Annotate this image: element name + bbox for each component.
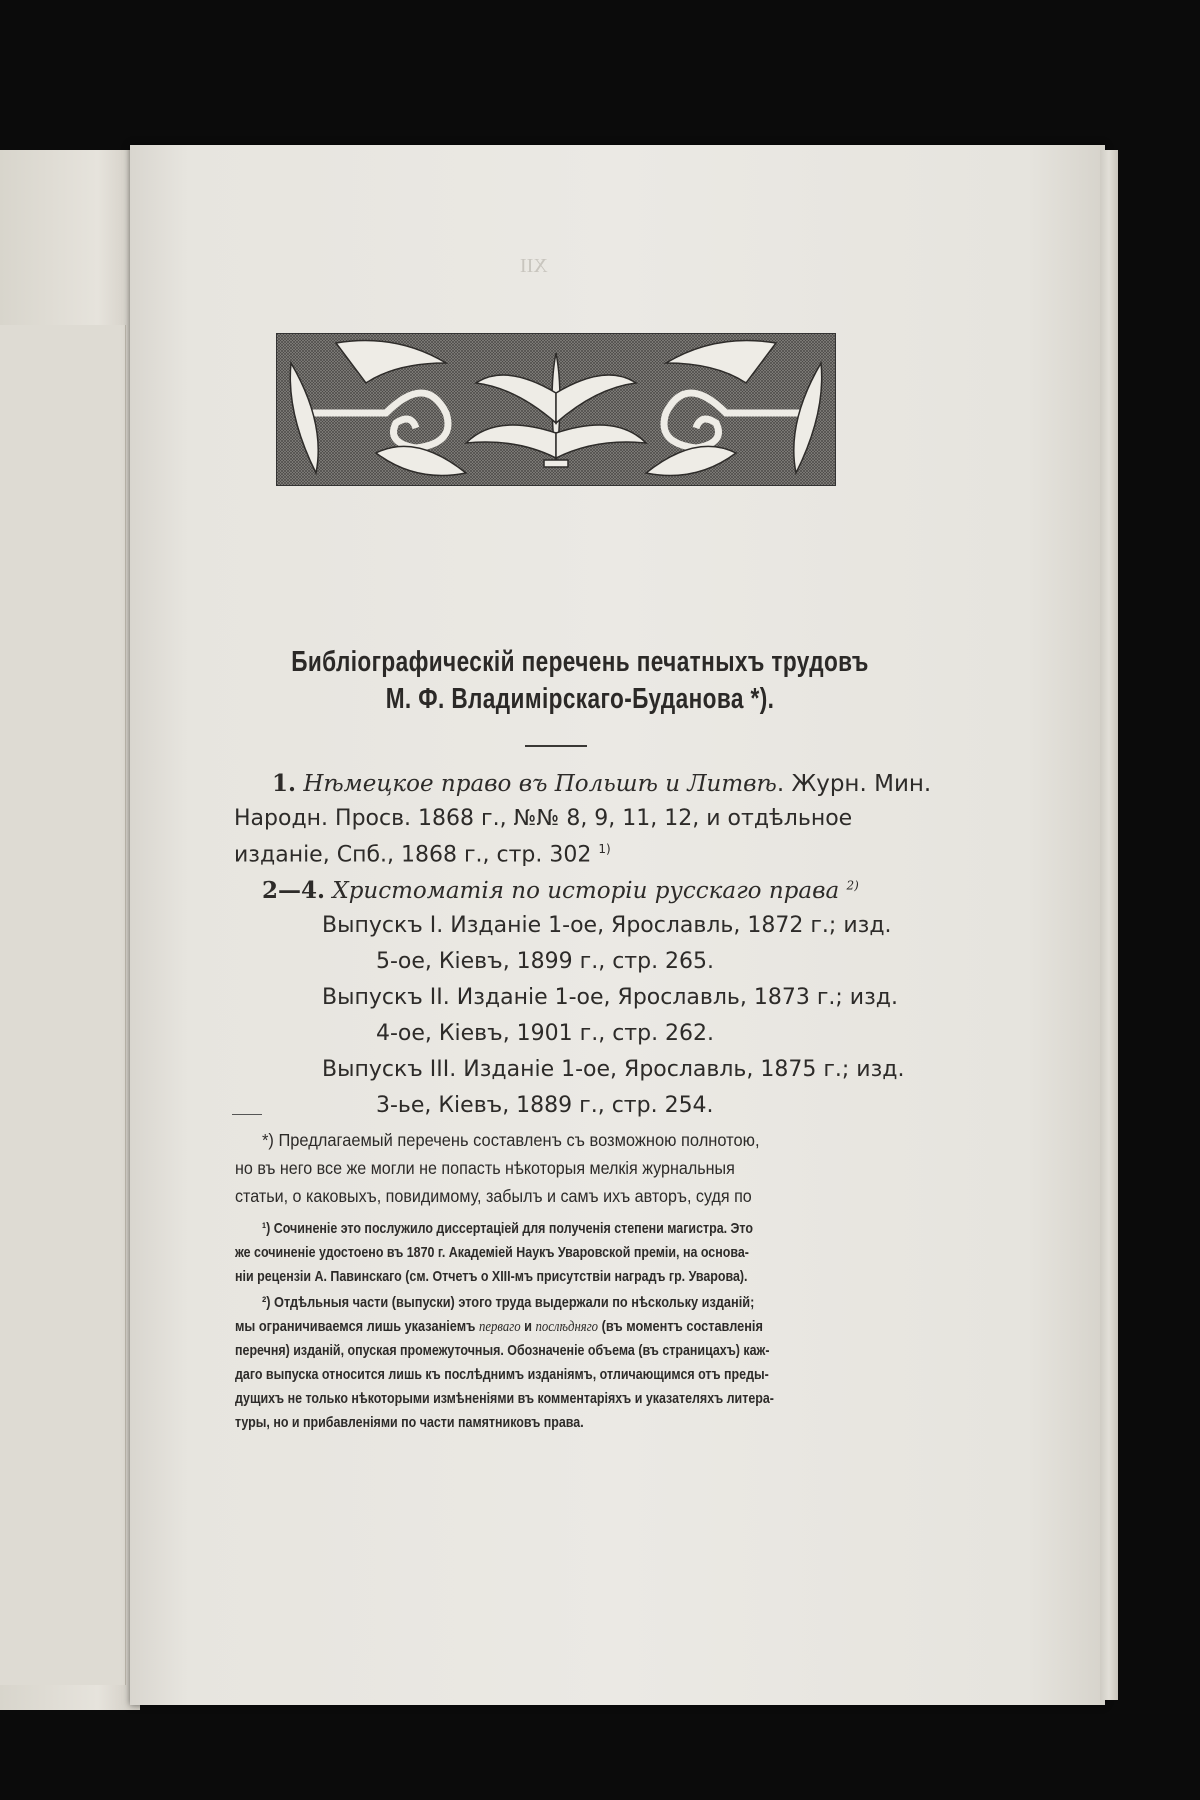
footnote-star-line1: *) Предлагаемый перечень составленъ съ возможною полнотою, (262, 1130, 760, 1150)
issue-2-line1: Выпускъ II. Изданіе 1-ое, Ярославль, 1873 г.; изд. (322, 985, 899, 1010)
entry-1-line3 (234, 842, 611, 867)
footnote-2-italic-first: перваго (479, 1319, 521, 1335)
footnote-2-line3: перечня) изданій, опуская промежуточныя. Обозначеніе объема (въ страницахъ) каж- (235, 1342, 770, 1359)
footnote-ref-2: 2) (846, 878, 859, 893)
entry-2-4-line1 (262, 877, 859, 904)
entry-1-line1 (272, 770, 931, 797)
bibliography-title-line1: Библіографическій перечень печатныхъ трудовъ (291, 646, 869, 678)
footnote-2-line2 (235, 1318, 763, 1336)
footnote-1-line2: же сочиненіе удостоено въ 1870 г. Академіей Наукъ Уваровской преміи, на основа- (235, 1244, 749, 1261)
footnote-1-line1: ¹) Сочиненіе это послужило диссертаціей для полученія степени магистра. Это (262, 1220, 753, 1237)
footnote-2-text-and: и (524, 1318, 532, 1335)
footnote-star-line3: статьи, о каковыхъ, повидимому, забылъ и самъ ихъ авторъ, судя по (235, 1186, 752, 1206)
issue-2-line2: 4-ое, Кіевъ, 1901 г., стр. 262. (376, 1021, 715, 1046)
footnote-2-text-a: мы ограничиваемся лишь указаніемъ (235, 1318, 476, 1335)
entry-1-journal: . Журн. Мин. (776, 771, 932, 797)
entry-1-title: Нѣмецкое право въ Польшѣ и Литвѣ (303, 771, 777, 797)
decorative-headpiece (276, 333, 836, 486)
issue-3-line1: Выпускъ III. Изданіе 1-ое, Ярославль, 1875 г.; изд. (322, 1057, 905, 1082)
footnote-ref-1: 1) (598, 842, 611, 856)
footnote-divider (232, 1114, 262, 1115)
left-page-inner (0, 325, 126, 1685)
entry-1-line2: Народн. Просв. 1868 г., №№ 8, 9, 11, 12, и отдѣльное (234, 806, 853, 831)
issue-1-line1: Выпускъ I. Изданіе 1-ое, Ярославль, 1872 г.; изд. (322, 913, 892, 938)
footnote-2-line6: туры, но и прибавленіями по части памятниковъ права. (235, 1414, 584, 1431)
footnote-2-line5: дущихъ не только нѣкоторыми измѣненіями въ комментаріяхъ и указателяхъ литера- (235, 1390, 774, 1407)
footnote-2-line1: ²) Отдѣльныя части (выпуски) этого труда выдержали по нѣскольку изданій; (262, 1294, 755, 1311)
footnote-2-italic-last: послѣдняго (535, 1319, 599, 1335)
bibliography-title-line2: М. Ф. Владимірскаго-Буданова *). (385, 683, 775, 715)
footnote-star-line2: но въ него все же могли не попасть нѣкоторыя мелкія журнальныя (235, 1158, 735, 1178)
footnote-2-line4: даго выпуска относится лишь къ послѣднимъ изданіямъ, отличающимся отъ преды- (235, 1366, 769, 1383)
entry-1-edition: изданіе, Спб., 1868 г., стр. 302 (234, 842, 592, 868)
page-edges (1100, 150, 1118, 1700)
issue-1-line2: 5-ое, Кіевъ, 1899 г., стр. 265. (376, 949, 715, 974)
issue-3-line2: 3-ье, Кіевъ, 1889 г., стр. 254. (376, 1093, 714, 1118)
page-number-showthrough: XII (520, 255, 548, 277)
entry-2-4-title: Христоматія по исторіи русскаго права (332, 878, 840, 904)
footnote-1-line3: ніи рецензіи А. Павинскаго (см. Отчетъ о XIII-мъ присутствіи наградъ гр. Уварова). (235, 1268, 748, 1285)
footnote-2-text-b: (въ моментъ составленія (601, 1318, 763, 1335)
title-divider (525, 745, 587, 747)
entry-2-4-number: 2—4. (262, 877, 326, 904)
entry-1-number: 1. (272, 770, 297, 797)
left-page (0, 150, 140, 1710)
